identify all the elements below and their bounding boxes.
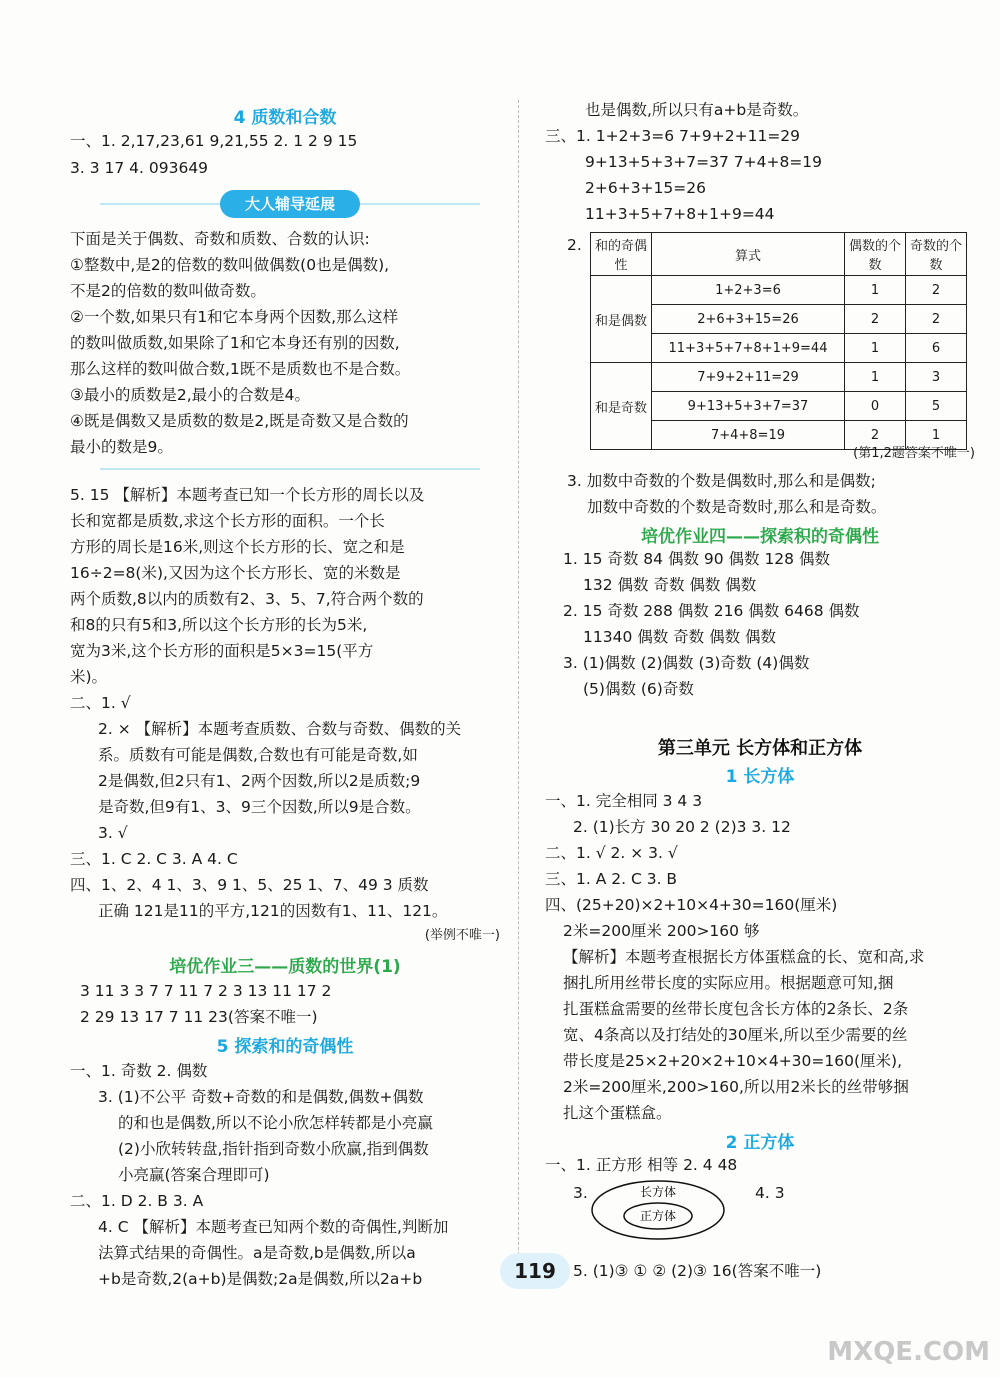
answer-line: 3. √ [98,824,128,842]
table-group-label: 和是奇数 [591,363,652,450]
table-cell: 9+13+5+3+7=37 [652,392,845,421]
table-cell: 2 [906,305,967,334]
section-5-title: 5 探索和的奇偶性 [216,1037,354,1057]
answer-line: 【解析】本题考查根据长方体蛋糕盒的长、宽和高,求 [563,948,925,966]
answer-line: 宽、4条高以及打结处的30厘米,所以至少需要的丝 [563,1026,908,1044]
table-header: 算式 [652,233,845,276]
answer-line: 两个质数,8以内的质数有2、3、5、7,符合两个数的 [70,590,424,608]
answer-line: 一、1. 2,17,23,61 9,21,55 2. 1 2 9 15 [70,132,358,150]
table-cell: 1 [845,276,906,305]
note-not-unique: (举例不唯一) [424,928,500,943]
answer-line: 2. 15 奇数 288 偶数 216 偶数 6468 偶数 [563,602,860,620]
note-line: ③最小的质数是2,最小的合数是4。 [70,386,311,404]
table-header: 奇数的个数 [906,233,967,276]
note-line: 最小的数是9。 [70,438,173,456]
column-divider [518,100,519,1280]
table-row [591,363,967,392]
watermark: MXQE.COM [827,1337,990,1367]
tutor-extension-banner: 大人辅导延展 [220,190,360,218]
answer-line: 加数中奇数的个数是奇数时,那么和是奇数。 [587,498,887,516]
table-cell: 6 [906,334,967,363]
inner-label: 正方体 [639,1209,677,1223]
answer-line: 二、1. √ 2. × 3. √ [545,844,678,862]
answer-line: 2是偶数,但2只有1、2两个因数,所以2是质数;9 [98,772,421,790]
banner-divider-bottom [100,468,480,470]
note-line: ②一个数,如果只有1和它本身两个因数,那么这样 [70,308,399,326]
note-line: 不是2的倍数的数叫做奇数。 [70,282,266,300]
answer-line: 5. 15 【解析】本题考查已知一个长方形的周长以及 [70,486,425,504]
answer-line: +b是奇数,2(a+b)是偶数;2a是偶数,所以2a+b [98,1270,423,1288]
answer-line: 4. 3 [755,1184,785,1202]
answer-line: (5)偶数 (6)奇数 [583,680,694,698]
table-cell: 11+3+5+7+8+1+9=44 [652,334,845,363]
answer-line: 方形的周长是16米,则这个长方形的长、宽之和是 [70,538,405,556]
answer-line: 三、1. 1+2+3=6 7+9+2+11=29 [545,127,801,145]
question-number: 2. [567,236,582,254]
table-cell: 2 [845,305,906,334]
answer-line: 法算式结果的奇偶性。a是奇数,b是偶数,所以a [98,1244,416,1262]
table-cell: 7+9+2+11=29 [652,363,845,392]
answer-line: 和8的只有5和3,所以这个长方形的长为5米, [70,616,368,634]
outer-label: 长方体 [639,1185,677,1199]
answer-line: 扎蛋糕盒需要的丝带长度包含长方体的2条长、2条 [563,1000,909,1018]
answer-line: 一、1. 正方形 相等 2. 4 48 [545,1156,738,1174]
section-1-title: 1 长方体 [725,767,795,787]
note-line: ①整数中,是2的倍数的数叫做偶数(0也是偶数), [70,256,390,274]
answer-line: 是奇数,但9有1、3、9三个因数,所以9是合数。 [98,798,421,816]
practice-3-title: 培优作业三——质数的世界(1) [169,957,401,977]
answer-line: 扎这个蛋糕盒。 [563,1104,672,1122]
answer-line: 9+13+5+3+7=37 7+4+8=19 [585,153,823,171]
answer-line: 4. C 【解析】本题考查已知两个数的奇偶性,判断加 [98,1218,449,1236]
answer-line: 1. 15 奇数 84 偶数 90 偶数 128 偶数 [563,550,830,568]
table-cell: 1 [845,363,906,392]
answer-line: 的和也是偶数,所以不论小欣怎样转都是小亮赢 [118,1114,433,1132]
answer-line: 米)。 [70,668,108,686]
table-header-row [591,233,967,276]
unit-3-title: 第三单元 长方体和正方体 [657,738,863,759]
section-2-title: 2 正方体 [725,1133,795,1153]
answer-line: 小亮赢(答案合理即可) [118,1166,270,1184]
table-cell: 2 [906,276,967,305]
answer-line: 四、(25+20)×2+10×4+30=160(厘米) [545,896,838,914]
answer-line: 2米=200厘米,200>160,所以用2米长的丝带够捆 [563,1078,909,1096]
answer-line: 11+3+5+7+8+1+9=44 [585,205,775,223]
rectangular-square-diagram [588,1178,728,1246]
table-cell: 7+4+8=19 [652,421,845,450]
note-line: 下面是关于偶数、奇数和质数、合数的认识: [70,230,370,248]
answer-line: 2米=200厘米 200>160 够 [563,922,760,940]
answer-line: 2. (1)长方 30 20 2 (2)3 3. 12 [573,818,791,836]
answer-line: 一、1. 奇数 2. 偶数 [70,1062,208,1080]
question-number: 3. [573,1184,588,1202]
venn-diagram [588,1178,728,1242]
note-line: 的数叫做质数,如果除了1和它本身还有别的因数, [70,334,400,352]
table-row [591,276,967,305]
answer-line: 正确 121是11的平方,121的因数有1、11、121。 [98,902,448,920]
note-not-unique: (第1,2题答案不唯一) [853,446,975,461]
answer-line: 四、1、2、4 1、3、9 1、5、25 1、7、49 3 质数 [70,876,429,894]
note-line: 那么这样的数叫做合数,1既不是质数也不是合数。 [70,360,411,378]
table-cell: 0 [845,392,906,421]
answer-line: 3. (1)不公平 奇数+奇数的和是偶数,偶数+偶数 [98,1088,424,1106]
answer-line: 也是偶数,所以只有a+b是奇数。 [585,101,809,119]
table-cell: 3 [906,363,967,392]
answer-line: 二、1. D 2. B 3. A [70,1192,204,1210]
answer-line: 三、1. C 2. C 3. A 4. C [70,850,238,868]
answer-line: 2. × 【解析】本题考查质数、合数与奇数、偶数的关 [98,720,462,738]
answer-line: 3. 3 17 4. 093649 [70,159,209,177]
practice-4-title: 培优作业四——探索积的奇偶性 [641,527,879,547]
page-number: 119 [500,1253,570,1289]
answer-line: 2+6+3+15=26 [585,179,706,197]
table-group-label: 和是偶数 [591,276,652,363]
table-cell: 1 [845,334,906,363]
answer-line: 宽为3米,这个长方形的面积是5×3=15(平方 [70,642,374,660]
table-cell: 5 [906,392,967,421]
table-cell: 1+2+3=6 [652,276,845,305]
answer-line: 3 11 3 3 7 7 11 7 2 3 13 11 17 2 [80,982,332,1000]
answer-line: 二、1. √ [70,694,131,712]
section-4-title: 4 质数和合数 [233,108,337,128]
table-cell: 1 [906,421,967,450]
answer-line: 132 偶数 奇数 偶数 偶数 [583,576,757,594]
answer-line: 三、1. A 2. C 3. B [545,870,678,888]
parity-table [590,232,967,450]
answer-line: 长和宽都是质数,求这个长方形的面积。一个长 [70,512,385,530]
table-header: 偶数的个数 [845,233,906,276]
answer-line: 2 29 13 17 7 11 23(答案不唯一) [80,1008,318,1026]
table-cell: 2+6+3+15=26 [652,305,845,334]
answer-line: 5. (1)③ ① ② (2)③ 16(答案不唯一) [573,1262,822,1280]
answer-line: 一、1. 完全相同 3 4 3 [545,792,703,810]
table-cell: 2 [845,421,906,450]
table-header: 和的奇偶性 [591,233,652,276]
note-line: ④既是偶数又是质数的数是2,既是奇数又是合数的 [70,412,409,430]
answer-line: (2)小欣转转盘,指针指到奇数小欣赢,指到偶数 [118,1140,429,1158]
answer-line: 16÷2=8(米),又因为这个长方形长、宽的米数是 [70,564,401,582]
answer-line: 系。质数有可能是偶数,合数也有可能是奇数,如 [98,746,418,764]
answer-line: 11340 偶数 奇数 偶数 偶数 [583,628,777,646]
answer-line: 3. 加数中奇数的个数是偶数时,那么和是偶数; [567,472,876,490]
answer-line: 带长度是25×2+20×2+10×4+30=160(厘米), [563,1052,902,1070]
answer-line: 捆扎所用丝带长度的实际应用。根据题意可知,捆 [563,974,894,992]
answer-line: 3. (1)偶数 (2)偶数 (3)奇数 (4)偶数 [563,654,810,672]
